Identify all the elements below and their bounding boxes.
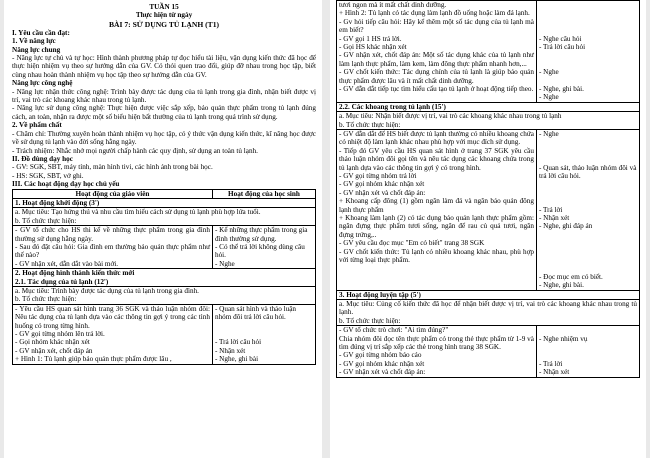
text-line: b. Tổ chức thực hiện: [15, 295, 77, 304]
paragraph: - Năng lực tự chủ và tự học: Hình thành phương pháp tự đọc hiểu tài liệu, vận dụng kiến thức đã học để thực hiện nhiệm vụ theo sự hướng dẫn của GV. Có thói quen trao đổi, giúp đỡ nhau trong học tập, biết cùng nhau hoàn thành nhiệm vụ học tập theo sự hướng dẫn của GV. [12, 54, 316, 79]
text-line [539, 326, 637, 334]
text-line: - GV gọi 1 HS trả lời. [339, 34, 402, 43]
text-line: + Khoang cấp đông (1) gồm ngăn làm đá và ngăn bảo quản đông lạnh thực phẩm [339, 197, 534, 214]
text-line: - Gv hỏi tiếp câu hỏi: Hãy kể thêm một số tác dụng của tủ lạnh mà em biết? [339, 17, 534, 35]
student-activity-cell [212, 304, 315, 364]
table-row [337, 112, 640, 130]
text-line: - GV nhận xét, chốt đáp án [15, 346, 93, 355]
lesson-title: BÀI 7: SỬ DỤNG TỦ LẠNH (T1) [108, 19, 220, 29]
table-row [13, 208, 316, 226]
text-line [539, 239, 637, 247]
text-line: - Trả lời [538, 205, 563, 214]
table-row [13, 304, 316, 364]
text-line: a. Mục tiêu: Tạo hứng thú và nhu cầu tìm hiểu cách sử dụng tủ lạnh phù hợp lứa tuổi. [15, 208, 261, 217]
subsection-heading: Năng lực công nghệ [12, 79, 73, 88]
text-line: - Nhận xét [538, 368, 570, 377]
text-line [539, 264, 637, 272]
student-activity-cell [536, 326, 639, 377]
table-row [13, 287, 316, 305]
subsection-title: 2.2. Các khoang trong tủ lạnh (15') [337, 102, 640, 111]
table-section-row [13, 269, 316, 287]
text-line: + Hình 1: Tủ lạnh giúp bảo quản thực phẩm được lâu , [15, 355, 172, 364]
text-line: - GV dẫn dắt để HS biết được tủ lạnh thường có nhiều khoang chứa có nhiệt độ làm lạnh khác nhau phù hợp với mục đích sử dụng. [339, 129, 534, 147]
section-title: 2. Hoạt động hình thành kiến thức mới [15, 269, 135, 278]
subsection-heading: 2. Về phẩm chất [12, 121, 62, 130]
text-line: - Gọi nhóm khác nhận xét [15, 338, 90, 347]
text-line: - Nghe [538, 129, 559, 138]
paragraph: - Năng lực sử dụng công nghệ: Thực hiện được việc sắp xếp, bảo quản thực phẩm trong tủ lạnh đúng cách, an toàn, nhận ra được một số biểu hiện bất thường của tủ lạnh trong quá trình sử dụng. [12, 104, 316, 121]
section-title: 1. Hoạt động khởi động (3') [13, 198, 316, 207]
text-line: - Nghe [538, 68, 559, 77]
text-line [539, 18, 637, 26]
student-activity-cell [536, 1, 639, 103]
text-line [539, 60, 637, 68]
activity-intro [13, 208, 316, 226]
subsection-heading: 1. Về năng lực [12, 37, 56, 46]
text-line: - GV chốt kiến thức: Tủ lạnh có nhiều khoang khác nhau, phù hợp với từng loại thực phẩm. [339, 247, 534, 265]
text-line: - GV nhận xét, dẫn dắt vào bài mới. [15, 259, 119, 268]
text-line [539, 155, 637, 163]
table-section-row [337, 102, 640, 111]
text-line: b. Tổ chức thực hiện: [15, 216, 77, 225]
text-line [539, 180, 637, 188]
text-line: a. Mục tiêu: Trình bày được tác dụng của tủ lạnh trong gia đình. [15, 287, 199, 295]
paragraph: - HS: SGK, SBT, vở ghi. [12, 171, 84, 180]
text-line [539, 26, 637, 34]
text-line: - Quan sát, thảo luận nhóm đôi và trả lời câu hỏi. [538, 163, 637, 180]
text-line [539, 231, 637, 239]
text-line: - GV gọi nhóm khác nhận xét [339, 180, 425, 189]
text-line: Chia nhóm đôi đọc tên thực phẩm có trong thẻ thực phẩm từ 1-9 và tìm đúng vị trí sắp xếp các thẻ trong hình trang 38 SGK. [339, 334, 534, 351]
text-line: - Nhận xét [538, 213, 570, 222]
text-line: b. Tổ chức thực hiện: [339, 120, 401, 129]
text-line: - GV gọi từng nhóm trả lời [339, 172, 417, 181]
text-line [215, 330, 313, 338]
section-title: 3. Hoạt động luyện tập (5') [337, 290, 640, 299]
table-row [337, 129, 640, 290]
text-line: - Có thể trả lời không dùng câu hỏi. [214, 242, 305, 260]
text-line: - GV gọi từng nhóm lên trả lời. [15, 330, 105, 339]
text-line: - Nghe nhiệm vụ [538, 334, 588, 343]
text-line: - Đọc mục em có biết. [538, 272, 603, 281]
text-line: - Gọi HS khác nhận xét [339, 43, 407, 52]
section-heading: I. Yêu cầu cần đạt: [12, 28, 70, 37]
text-line: - GV tổ chức cho HS thi kể về những thực phẩm trong gia đình thường sử dụng hằng ngày. [15, 226, 210, 243]
teacher-activity-cell [337, 1, 537, 103]
text-line [539, 147, 637, 155]
text-line [539, 189, 637, 197]
table-section-row [337, 290, 640, 299]
paragraph: - Chăm chỉ: Thường xuyên hoàn thành nhiệm vụ học tập, có ý thức vận dụng kiến thức, kĩ năng học được về sử dụng tủ lạnh vào đời sống hằng ngày. [12, 129, 316, 147]
text-line: - Nghe [538, 93, 559, 102]
subsection-title: 2.1. Tác dụng của tủ lạnh (12') [15, 277, 109, 286]
week-heading: TUẦN 15 [149, 3, 179, 11]
text-line [539, 351, 637, 359]
text-line: - Nghe, ghi bài. [538, 84, 584, 93]
text-line: a. Mục tiêu: Củng cố kiến thức đã học để nhận biết được vị trí, vai trò các khoang khác nhau trong tủ lạnh. [339, 299, 637, 317]
paragraph: - Năng lực nhận thức công nghệ: Trình bày được tác dụng của tủ lạnh trong gia đình, nhận biết được vị trí, vai trò các khoang khác nhau trong tủ lạnh. [12, 87, 316, 105]
text-line: - Nghe, ghi bài. [538, 281, 584, 290]
table-row [337, 326, 640, 377]
text-line: - GV nhận xét và chốt đáp án: [339, 188, 426, 197]
text-line: - Yêu cầu HS quan sát hình trang 36 SGK và thảo luận nhóm đôi: Nêu tác dụng của tủ lạnh dựa vào các thông tin gợi ý trong các tình huống có trong từng hình. [15, 304, 210, 330]
paragraph: - Trách nhiệm: Nhắc nhở mọi người chấp hành các quy định, sử dụng an toàn tủ lạnh. [12, 146, 258, 155]
text-line: - GV chốt kiến thức: Tác dụng chính của tủ lạnh là giúp bảo quản thực phẩm được lâu và ít mất chất dinh dưỡng. [339, 68, 534, 85]
text-line: - GV tổ chức trò chơi: "Ai tìm đúng?" [339, 326, 449, 335]
table-header-row [13, 189, 316, 198]
lesson-activity-table-continued [336, 0, 640, 378]
table-row [13, 226, 316, 269]
text-line: + Hình 2: Tủ lạnh có tác dụng làm lạnh đồ uống hoặc làm đá lạnh. [339, 9, 530, 18]
text-line: - GV yêu cầu đọc mục "Em có biết" trang 38 SGK [339, 239, 485, 248]
text-line: - Trả lời [538, 359, 563, 368]
text-line [539, 248, 637, 256]
text-line: - GV nhận xét và chốt đáp án: [339, 368, 426, 377]
text-line [539, 1, 637, 9]
table-row [337, 299, 640, 325]
lesson-activity-table [12, 189, 316, 365]
text-line: - Trả lời câu hỏi [538, 42, 586, 51]
student-activity-cell [212, 226, 315, 269]
text-line [539, 138, 637, 146]
text-line [539, 343, 637, 351]
activity-intro [337, 112, 640, 130]
text-line: b. Tổ chức thực hiện: [339, 316, 401, 325]
paragraph: - GV: SGK, SBT, máy tính, màn hình tivi, các hình ảnh trong bài học. [12, 163, 213, 172]
text-line: - Quan sát hình và thảo luận nhóm đôi trả lời câu hỏi. [214, 304, 297, 322]
text-line [539, 51, 637, 59]
section-heading: II. Đồ dùng dạy học [12, 154, 73, 163]
text-line: - Nghe, ghi bài [214, 355, 259, 364]
text-line: - Tiếp đó GV yêu cầu HS quan sát hình ở trang 37 SGK yêu cầu thảo luận nhóm đôi gọi tên và nêu tác dụng các khoang chứa trong tủ lạnh dựa vào các thông tin gợi ý có trong hình. [339, 146, 534, 172]
teacher-activity-cell [13, 304, 213, 364]
subsection-heading: Năng lực chung [12, 45, 61, 54]
text-line [215, 322, 313, 330]
text-line: a. Mục tiêu: Nhận biết được vị trí, vai trò các khoang khác nhau trong tủ lạnh [339, 112, 562, 121]
text-line [539, 9, 637, 17]
text-line: - Trả lời câu hỏi [214, 338, 262, 347]
activity-intro [13, 287, 316, 305]
column-header-teacher: Hoạt động của giáo viên [13, 189, 213, 198]
column-header-student: Hoạt động của học sinh [212, 189, 315, 198]
text-line: + Khoang làm lạnh (2) có tác dụng bảo quản lạnh thực phẩm gồm: ngăn đựng thực phẩm tươi sống, ngăn để rau củ quả tươi, ngăn đựng trứng,.. [339, 214, 534, 239]
text-line: - Sau đó đặt câu hỏi: Gia đình em thường bảo quản thực phẩm như thế nào? [15, 242, 210, 260]
teacher-activity-cell [337, 129, 537, 290]
teacher-activity-cell [337, 326, 537, 377]
table-row [337, 1, 640, 103]
text-line: - Kể những thực phẩm trong gia đình thường sử dụng. [214, 226, 308, 243]
text-line: tươi ngon mà ít mất chất dinh dưỡng. [339, 1, 447, 9]
document-page-left [4, 0, 322, 458]
date-line: Thực hiện từ ngày [135, 11, 193, 20]
text-line: - GV nhận xét, chốt đáp án: Một số tác dụng khác của tủ lạnh như làm lạnh thực phẩm, làm kem, làm đông thực phẩm nhanh hơn,... [339, 51, 534, 68]
document-page-right [330, 0, 646, 458]
text-line: - GV dẫn dắt tiếp tục tìm hiểu cấu tạo tủ lạnh ở hoạt động tiếp theo. [339, 85, 534, 94]
text-line: - GV gọi nhóm khác nhận xét [339, 359, 425, 368]
text-line: - Nghe [214, 259, 235, 268]
text-line: - Nhận xét [214, 346, 246, 355]
text-line: - Nghe, ghi đáp án [538, 222, 593, 231]
text-line [539, 77, 637, 85]
section-heading: III. Các hoạt động dạy học chủ yếu [12, 180, 120, 189]
activity-intro [337, 299, 640, 325]
teacher-activity-cell [13, 226, 213, 269]
student-activity-cell [536, 129, 639, 290]
text-line [539, 197, 637, 205]
table-section-row [13, 198, 316, 207]
text-line: - Nghe câu hỏi [538, 34, 582, 43]
text-line [539, 256, 637, 264]
text-line: - GV gọi từng nhóm báo cáo [339, 351, 422, 360]
